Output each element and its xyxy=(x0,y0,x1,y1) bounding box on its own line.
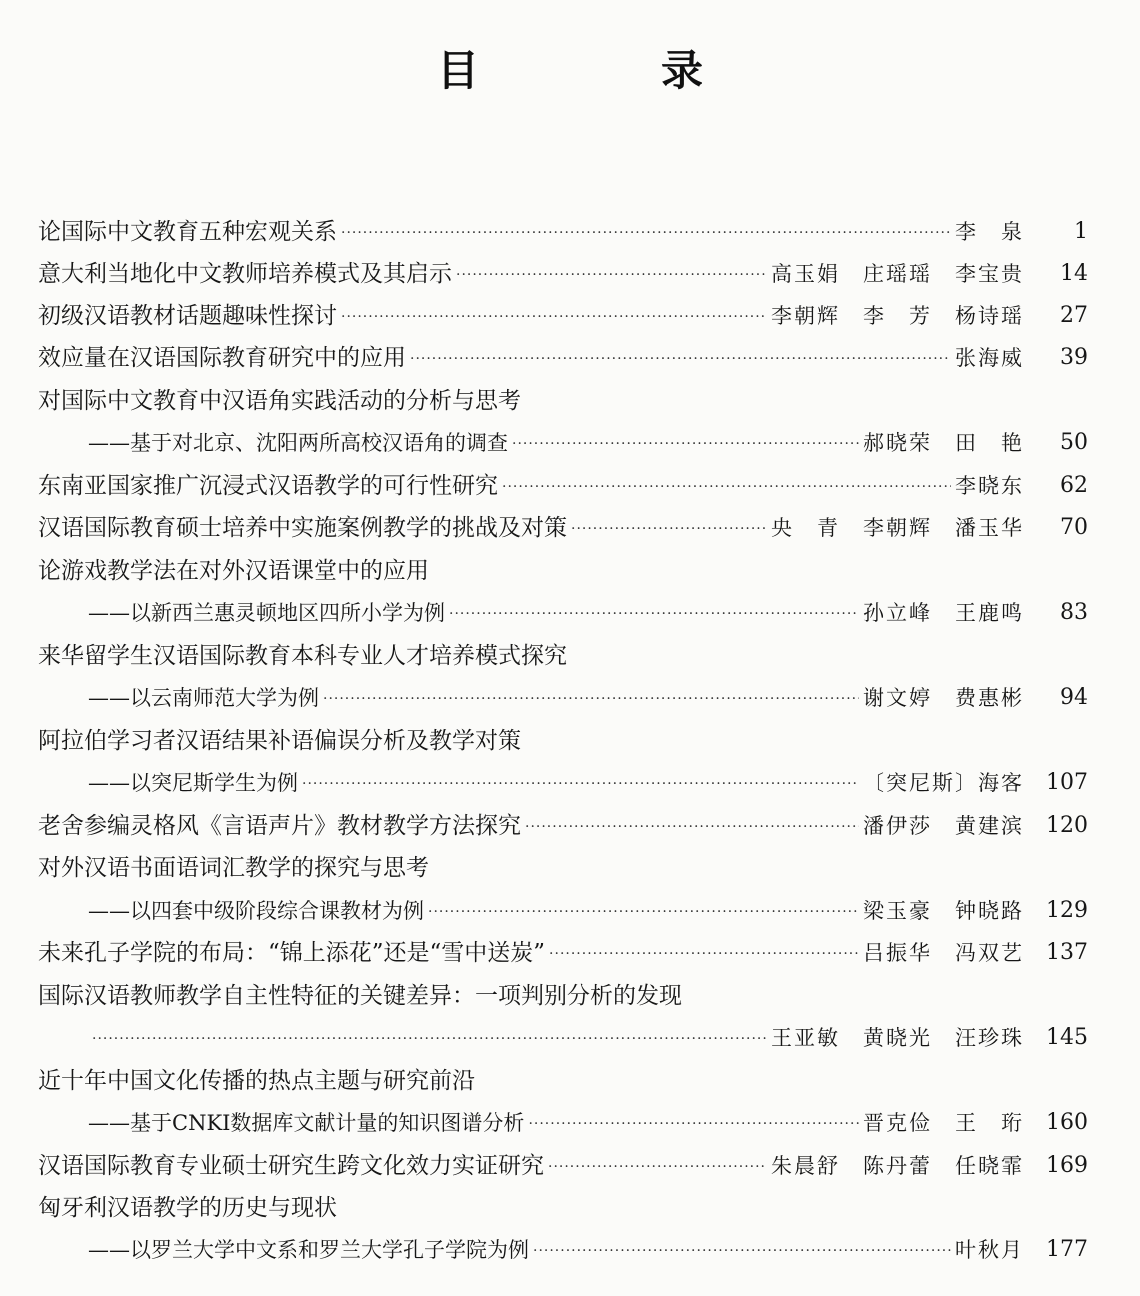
entry-subtitle: ——以四套中级阶段综合课教材为例 xyxy=(88,899,424,923)
entry-page-number: 50 xyxy=(1060,430,1088,455)
leader-dots xyxy=(525,812,859,840)
entry-authors: 孙立峰 王鹿鸣 xyxy=(863,601,1024,625)
entry-authors: 央 青 李朝辉 潘玉华 xyxy=(771,516,1024,540)
toc-subtitle-entry xyxy=(88,678,1088,712)
leader-dots xyxy=(528,1109,859,1137)
entry-subtitle: ——以突尼斯学生为例 xyxy=(88,771,298,795)
toc-entry xyxy=(38,508,1088,542)
entry-title: 国际汉语教师教学自主性特征的关键差异：一项判别分析的发现 xyxy=(38,983,682,1009)
entry-authors: 晋克俭 王 珩 xyxy=(863,1111,1024,1135)
entry-page-number: 70 xyxy=(1060,515,1088,540)
toc-entry xyxy=(38,933,1088,967)
entry-authors: 张海威 xyxy=(955,346,1024,370)
entry-authors: 李朝辉 李 芳 杨诗瑶 xyxy=(771,304,1024,328)
toc-entry xyxy=(38,1146,1088,1180)
entry-authors: 王亚敏 黄晓光 汪珍珠 xyxy=(771,1026,1024,1050)
leader-dots xyxy=(512,429,859,457)
toc-entry xyxy=(38,338,1088,372)
leader-dots xyxy=(92,1024,767,1052)
entry-authors: 潘伊莎 黄建滨 xyxy=(863,814,1024,838)
entry-page-number: 94 xyxy=(1060,685,1088,710)
entry-title: 未来孔子学院的布局：“锦上添花”还是“雪中送炭” xyxy=(38,940,546,966)
entry-authors: 郝晓荣 田 艳 xyxy=(863,431,1024,455)
leader-dots xyxy=(533,1236,951,1264)
entry-title: 汉语国际教育硕士培养中实施案例教学的挑战及对策 xyxy=(38,515,567,541)
entry-page-number: 145 xyxy=(1046,1025,1088,1050)
toc-entry xyxy=(38,296,1088,330)
entry-page-number: 14 xyxy=(1060,261,1088,286)
entry-title: 近十年中国文化传播的热点主题与研究前沿 xyxy=(38,1068,475,1094)
toc-entry xyxy=(38,848,1088,882)
leader-dots xyxy=(571,514,767,542)
leader-dots xyxy=(410,344,951,372)
entry-title: 对外汉语书面语词汇教学的探究与思考 xyxy=(38,855,429,881)
entry-title: 初级汉语教材话题趣味性探讨 xyxy=(38,303,337,329)
entry-subtitle: ——基于对北京、沈阳两所高校汉语角的调查 xyxy=(88,431,508,455)
toc-entry xyxy=(38,551,1088,585)
toc-entry xyxy=(38,466,1088,500)
entry-page-number: 83 xyxy=(1060,600,1088,625)
toc-subtitle-entry xyxy=(88,1018,1088,1052)
leader-dots xyxy=(341,218,951,246)
toc-subtitle-entry xyxy=(88,763,1088,797)
leader-dots xyxy=(302,769,859,797)
toc-subtitle-entry xyxy=(88,891,1088,925)
toc-subtitle-entry xyxy=(88,423,1088,457)
toc-entry xyxy=(38,381,1088,415)
entry-title: 汉语国际教育专业硕士研究生跨文化效力实证研究 xyxy=(38,1153,544,1179)
entry-subtitle: ——以罗兰大学中文系和罗兰大学孔子学院为例 xyxy=(88,1238,529,1262)
leader-dots xyxy=(341,302,767,330)
entry-title: 阿拉伯学习者汉语结果补语偏误分析及教学对策 xyxy=(38,728,521,754)
entry-page-number: 129 xyxy=(1046,898,1088,923)
entry-authors: 吕振华 冯双艺 xyxy=(863,941,1024,965)
entry-authors: 朱晨舒 陈丹蕾 任晓霏 xyxy=(771,1154,1024,1178)
entry-page-number: 137 xyxy=(1046,940,1088,965)
entry-title: 东南亚国家推广沉浸式汉语教学的可行性研究 xyxy=(38,473,498,499)
toc-entry xyxy=(38,254,1088,288)
entry-authors: 梁玉豪 钟晓路 xyxy=(863,899,1024,923)
toc-entry xyxy=(38,212,1088,246)
page-title: 目 录 xyxy=(436,46,773,95)
leader-dots xyxy=(428,897,859,925)
entry-title: 匈牙利汉语教学的历史与现状 xyxy=(38,1195,337,1221)
entry-authors: 〔突尼斯〕海客 xyxy=(863,771,1024,795)
toc-subtitle-entry xyxy=(88,1230,1088,1264)
entry-page-number: 169 xyxy=(1046,1153,1088,1178)
toc-subtitle-entry xyxy=(88,1103,1088,1137)
toc-entry xyxy=(38,721,1088,755)
entry-page-number: 27 xyxy=(1060,303,1088,328)
entry-subtitle: ——以新西兰惠灵顿地区四所小学为例 xyxy=(88,601,445,625)
leader-dots xyxy=(502,472,951,500)
entry-title: 来华留学生汉语国际教育本科专业人才培养模式探究 xyxy=(38,643,567,669)
entry-title: 老舍参编灵格风《言语声片》教材教学方法探究 xyxy=(38,813,521,839)
entry-title: 论游戏教学法在对外汉语课堂中的应用 xyxy=(38,558,429,584)
entry-page-number: 177 xyxy=(1046,1237,1088,1262)
toc-entry xyxy=(38,636,1088,670)
leader-dots xyxy=(549,939,859,967)
entry-subtitle: ——以云南师范大学为例 xyxy=(88,686,319,710)
entry-authors: 谢文婷 费惠彬 xyxy=(863,686,1024,710)
toc-entry xyxy=(38,806,1088,840)
leader-dots xyxy=(323,684,859,712)
entry-page-number: 39 xyxy=(1060,345,1088,370)
entry-page-number: 120 xyxy=(1046,813,1088,838)
entry-authors: 李 泉 xyxy=(955,220,1024,244)
leader-dots xyxy=(548,1152,767,1180)
entry-authors: 叶秋月 xyxy=(955,1238,1024,1262)
entry-title: 意大利当地化中文教师培养模式及其启示 xyxy=(38,261,452,287)
toc-entry xyxy=(38,1188,1088,1222)
entry-title: 对国际中文教育中汉语角实践活动的分析与思考 xyxy=(38,388,521,414)
entry-title: 论国际中文教育五种宏观关系 xyxy=(38,219,337,245)
entry-authors: 李晓东 xyxy=(955,474,1024,498)
entry-title: 效应量在汉语国际教育研究中的应用 xyxy=(38,345,406,371)
leader-dots xyxy=(449,599,859,627)
entry-page-number: 107 xyxy=(1046,770,1088,795)
leader-dots xyxy=(456,260,767,288)
entry-page-number: 160 xyxy=(1046,1110,1088,1135)
toc-entry xyxy=(38,976,1088,1010)
toc-subtitle-entry xyxy=(88,593,1088,627)
entry-authors: 高玉娟 庄瑶瑶 李宝贵 xyxy=(771,262,1024,286)
toc-entry xyxy=(38,1061,1088,1095)
entry-subtitle: ——基于CNKI数据库文献计量的知识图谱分析 xyxy=(88,1111,525,1135)
entry-page-number: 1 xyxy=(1074,219,1088,244)
entry-page-number: 62 xyxy=(1060,473,1088,498)
